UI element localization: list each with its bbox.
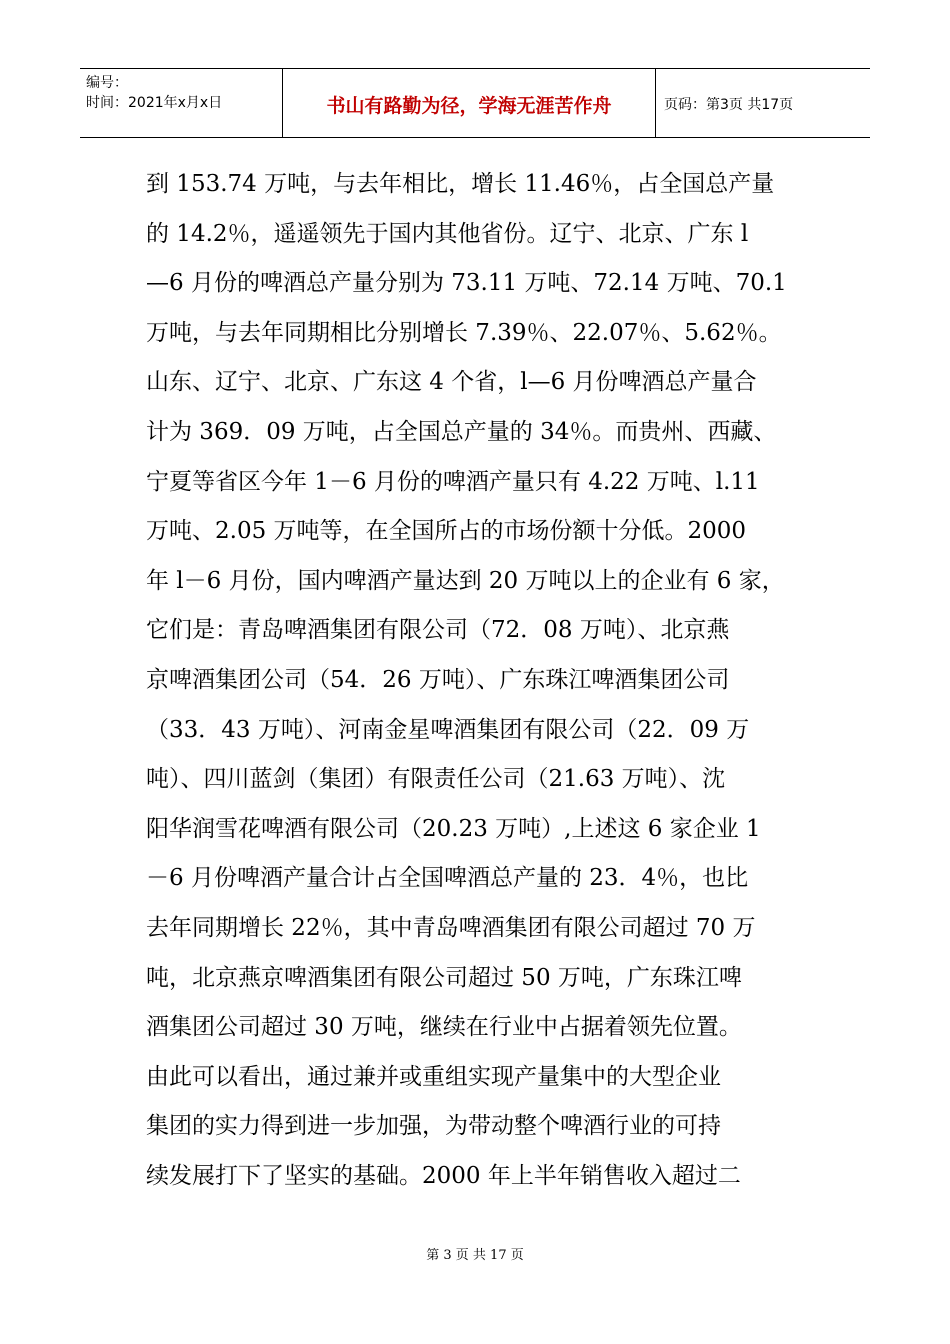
text-line: 京啤酒集团公司（54．26 万吨）、广东珠江啤酒集团公司	[146, 666, 730, 693]
text-line: 山东、辽宁、北京、广东这 4 个省，l—6 月份啤酒总产量合	[146, 369, 757, 396]
page-footer	[0, 1244, 950, 1263]
page-header	[80, 68, 870, 138]
motto-text: 书山有路勤为径，学海无涯苦作舟	[326, 94, 612, 117]
document-time-label: 时间：2021年x月x日	[86, 95, 223, 111]
text-line: 宁夏等省区今年 1－6 月份的啤酒产量只有 4.22 万吨、l.11	[146, 468, 760, 495]
footer-page-number: 第 3 页 共 17 页	[426, 1248, 524, 1263]
text-line: 它们是：青岛啤酒集团有限公司（72．08 万吨）、北京燕	[146, 617, 730, 644]
header-meta	[80, 69, 283, 137]
document-number-label: 编号：	[86, 75, 128, 91]
text-line: 去年同期增长 22％，其中青岛啤酒集团有限公司超过 70 万	[146, 914, 756, 941]
text-line: 续发展打下了坚实的基础。2000 年上半年销售收入超过二	[146, 1162, 741, 1189]
text-line: （33．43 万吨）、河南金星啤酒集团有限公司（22．09 万	[146, 716, 750, 743]
text-line: 吨，北京燕京啤酒集团有限公司超过 50 万吨，广东珠江啤	[146, 964, 742, 991]
text-line: 酒集团公司超过 30 万吨，继续在行业中占据着领先位置。	[146, 1014, 742, 1041]
text-line: —6 月份的啤酒总产量分别为 73.11 万吨、72.14 万吨、70.1	[146, 270, 787, 297]
text-line: 万吨、2.05 万吨等，在全国所占的市场份额十分低。2000	[146, 518, 747, 545]
text-line: 计为 369．09 万吨，占全国总产量的 34％。而贵州、西藏、	[146, 418, 777, 445]
text-line: 万吨，与去年同期相比分别增长 7.39％、22.07％、5.62％。	[146, 319, 782, 346]
document-body	[146, 160, 818, 1201]
page-info-text: 页码：第3页 共17页	[664, 97, 794, 113]
header-page-info	[656, 69, 870, 137]
text-line: 到 153.74 万吨，与去年相比，增长 11.46％，占全国总产量	[146, 171, 775, 197]
header-motto	[283, 69, 656, 137]
text-line: 吨）、四川蓝剑（集团）有限责任公司（21.63 万吨）、沈	[146, 766, 726, 793]
text-line: 由此可以看出，通过兼并或重组实现产量集中的大型企业	[146, 1063, 721, 1090]
text-line: 年 l－6 月份，国内啤酒产量达到 20 万吨以上的企业有 6 家，	[146, 567, 785, 594]
text-line: 的 14.2％，遥遥领先于国内其他省份。辽宁、北京、广东 l	[146, 220, 749, 247]
text-line: 阳华润雪花啤酒有限公司（20.23 万吨）,上述这 6 家企业 1	[146, 815, 761, 842]
text-line: －6 月份啤酒产量合计占全国啤酒总产量的 23．4％，也比	[146, 865, 749, 892]
text-line: 集团的实力得到进一步加强，为带动整个啤酒行业的可持	[146, 1113, 721, 1140]
